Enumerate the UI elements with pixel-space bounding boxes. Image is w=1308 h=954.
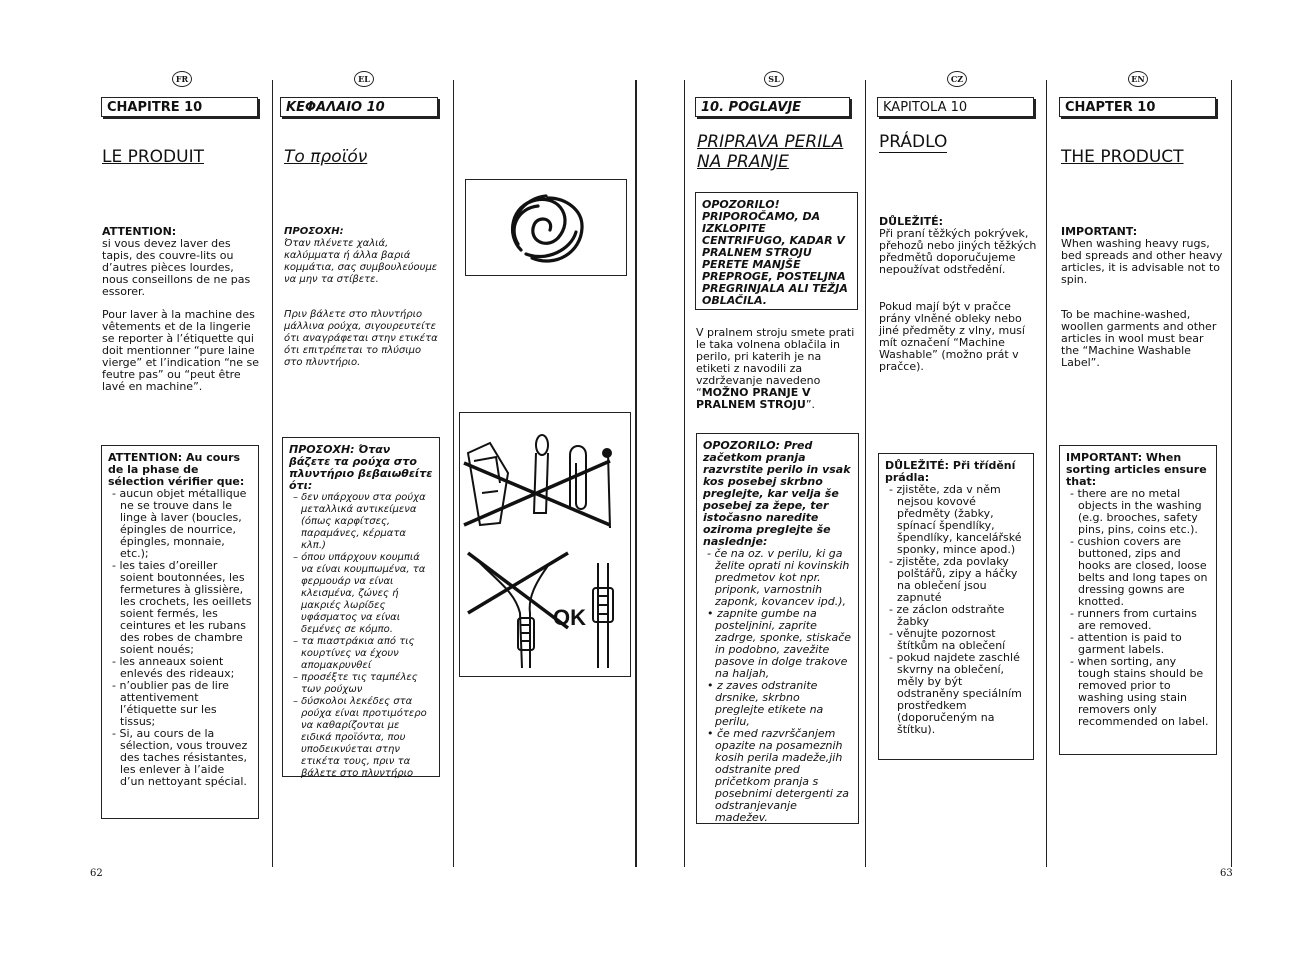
list-item: • zapnite gumbe na posteljnini, zaprite zadrge, sponke, stiskače in podobno, zavežite pasove in dolge trakove na haljah, bbox=[707, 607, 852, 680]
warning-heading-el: ΠΡΟΣΟΧΗ: Όταν βάζετε τα ρούχα στο πλυντήριο βεβαιωθείτε ότι: bbox=[289, 443, 433, 492]
warning-box-en bbox=[1059, 445, 1217, 755]
list-item: - zjistěte, zda v něm nejsou kovové předměty (žabky, spínací špendlíky, špendlíky, kancelářské sponky, mince apod.) bbox=[889, 483, 1022, 556]
page-number-right: 63 bbox=[1220, 868, 1233, 879]
list-item: - runners from curtains are removed. bbox=[1070, 607, 1197, 632]
list-item: – όπου υπάρχουν κουμπιά να είναι κουμπωμένα, τα φερμουάρ να είναι κλεισμένα, ζώνες ή μακριές λωρίδες υφάσματος να είναι δεμένες σε κόμπο. bbox=[293, 552, 426, 635]
warning-box-el bbox=[282, 437, 440, 777]
attention-el bbox=[284, 226, 442, 286]
attention-label-en: IMPORTANT: bbox=[1061, 225, 1138, 238]
warning-heading-fr: ATTENTION: Au cours de la phase de sélection vérifier que: bbox=[108, 451, 245, 488]
warning-box-fr bbox=[101, 445, 259, 819]
attention-en bbox=[1061, 226, 1223, 286]
warning-heading-en: IMPORTANT: When sorting articles ensure that: bbox=[1066, 451, 1207, 488]
attention-label-cz: DŮLEŽITÉ: bbox=[879, 215, 944, 228]
page-divider bbox=[635, 80, 637, 867]
lang-badge-sl: SL bbox=[764, 71, 784, 87]
wool-icon bbox=[466, 180, 626, 275]
attention-text-en: When washing heavy rugs, bed spreads and other heavy articles, it is advisable not to spin. bbox=[1061, 237, 1223, 286]
lang-badge-en: EN bbox=[1128, 71, 1148, 87]
section-title-cz: PRÁDLO bbox=[879, 132, 948, 152]
paragraph-sl-bold: MOŽNO PRANJE V PRALNEM STROJU bbox=[696, 386, 811, 411]
paragraph-sl bbox=[696, 327, 858, 411]
attention-label-el: ΠΡΟΣΟΧΗ: bbox=[284, 226, 344, 237]
list-item: - les taies d’oreiller soient boutonnées, les fermetures à glissière, les crochets, les oeillets soient fermés, les ceintures et les rubans des robes de chambre soient noués; bbox=[112, 559, 252, 656]
paragraph-sl-end: ”. bbox=[805, 398, 816, 411]
warning-box-sl-top: OPOZORILO! PRIPOROČAMO, DA IZKLOPITE CENTRIFUGO, KADAR V PRALNEM STROJU PERETE MANJŠE PREPROGE, POSTELJNA PREGRINJALA ALI TEŽJA OBLAČILA. bbox=[695, 192, 858, 310]
attention-cz bbox=[879, 216, 1041, 276]
list-item: - attention is paid to garment labels. bbox=[1070, 631, 1182, 656]
warning-box-sl bbox=[696, 433, 859, 824]
attention-fr bbox=[102, 226, 262, 298]
column-divider bbox=[1231, 80, 1232, 867]
safety-pin-icon bbox=[534, 435, 548, 513]
list-item: – προσέξτε τις ταμπέλες των ρούχων bbox=[293, 672, 418, 695]
column-divider bbox=[272, 80, 273, 867]
warning-box-cz bbox=[878, 453, 1034, 760]
column-divider bbox=[453, 80, 454, 867]
column-divider bbox=[1046, 80, 1047, 867]
paragraph-cz: Pokud mají být v pračce prány vlněné obleky nebo jiné předměty z vlny, musí mít označení “Machine Washable” (možno prát v pračce). bbox=[879, 300, 1025, 373]
section-title-en: THE PRODUCT bbox=[1061, 147, 1184, 167]
warning-list-en bbox=[1066, 488, 1210, 728]
items-to-remove-illustration bbox=[460, 413, 630, 676]
ok-label: OK bbox=[553, 605, 586, 630]
attention-text-cz: Při praní těžkých pokrývek, přehozů nebo jiných těžkých předmětů doporučujeme nepoužívat odstředění. bbox=[879, 227, 1037, 276]
closed-zipper-icon bbox=[593, 563, 613, 668]
list-item: - zjistěte, zda povlaky polštářů, zipy a háčky na oblečení jsou zapnuté bbox=[889, 555, 1018, 604]
chapter-heading-en: CHAPTER 10 bbox=[1059, 97, 1216, 117]
paragraph-fr: Pour laver à la machine des vêtements et de la lingerie se reporter à l’étiquette qui doit mentionner “pure laine vierge” et l’indication “ne se feutre pas” ou “peut être lavé en machine”. bbox=[102, 308, 259, 393]
list-item: – δύσκολοι λεκέδες στα ρούχα είναι προτιμότερο να καθαρίζονται με ειδικά προϊόντα, που υποδεικνύεται στην ετικέτα τους, πριν τα βάλετε στο πλυντήριο bbox=[293, 696, 427, 779]
wool-symbol-box bbox=[465, 179, 627, 276]
lang-badge-el: EL bbox=[354, 71, 374, 87]
open-zipper-icon bbox=[480, 563, 550, 668]
column-divider bbox=[865, 80, 866, 867]
list-item: - n’oublier pas de lire attentivement l’étiquette sur les tissus; bbox=[112, 679, 229, 728]
chapter-heading-cz: KAPITOLA 10 bbox=[877, 97, 1034, 117]
warning-list-cz bbox=[885, 484, 1027, 736]
warning-list-fr bbox=[108, 488, 252, 788]
list-item: - ze záclon odstraňte žabky bbox=[889, 603, 1005, 628]
warning-heading-sl: OPOZORILO: Pred začetkom pranja razvrstite perilo in vsak kos posebej skrbno preglejte, kar velja še posebej za žepe, ter istočasno naredite oziroma preglejte še naslednje: bbox=[703, 439, 851, 548]
paragraph-el: Πριν βάλετε στο πλυντήριο μάλλινα ρούχα, σιγουρευτείτε ότι αναγράφεται στην ετικέτα ότι επιτρέπεται το πλύσιμο στο πλυντήριο. bbox=[284, 309, 438, 368]
list-item: • z zaves odstranite drsnike, skrbno preglejte etikete na perilu, bbox=[707, 679, 824, 728]
list-item: - les anneaux soient enlevés des rideaux; bbox=[112, 655, 235, 680]
attention-text-fr: si vous devez laver des tapis, des couvre-lits ou d’autres pièces lourdes, nous conseillons de ne pas essorer. bbox=[102, 237, 251, 298]
lang-badge-fr: FR bbox=[172, 71, 192, 87]
warning-list-el bbox=[289, 492, 433, 780]
warning-list-sl bbox=[703, 548, 852, 824]
list-item: - aucun objet métallique ne se trouve dans le linge à laver (boucles, épingles de nourrice, épingles, monnaie, etc.); bbox=[112, 487, 247, 560]
section-title-el: Το προϊόν bbox=[284, 147, 368, 167]
chapter-heading-el: ΚΕΦΑΛΑΙΟ 10 bbox=[280, 97, 438, 117]
list-item: - when sorting, any tough stains should be removed prior to washing using stain removers only recommended on label. bbox=[1070, 655, 1209, 728]
list-item: - če na oz. v perilu, ki ga želite oprati ni kovinskih predmetov kot npr. priponk, varnostnih zaponk, kovancev ipd.), bbox=[707, 547, 850, 608]
list-item: • če med razvrščanjem opazite na posameznih kosih perila madeže,jih odstranite pred pričetkom pranja s posebnimi detergenti za odstranjevanje madežev. bbox=[707, 727, 849, 824]
paragraph-sl-text: V pralnem stroju smete prati le taka volnena oblačila in perilo, pri katerih je na etiketi z navodili za vzdrževanje navedeno “ bbox=[696, 326, 855, 399]
warning-heading-cz: DŮLEŽITÉ: Při třídění prádla: bbox=[885, 459, 1016, 484]
chapter-heading-sl: 10. POGLAVJE bbox=[695, 97, 850, 117]
list-item: - there are no metal objects in the washing (e.g. brooches, safety pins, pins, coins etc.). bbox=[1070, 487, 1202, 536]
page-number-left: 62 bbox=[90, 868, 103, 879]
list-item: - cushion covers are buttoned, zips and hooks are closed, loose belts and long tapes on dressing gowns are knotted. bbox=[1070, 535, 1208, 608]
attention-text-el: Όταν πλένετε χαλιά, καλύμματα ή άλλα βαριά κομμάτια, σας συμβουλεύουμε να μην τα στίβετε. bbox=[284, 238, 438, 285]
column-divider bbox=[684, 80, 685, 867]
preparation-illustration bbox=[459, 412, 631, 677]
paragraph-en: To be machine-washed, woollen garments and other articles in wool must bear the “Machine Washable Label”. bbox=[1061, 308, 1217, 369]
lang-badge-cz: CZ bbox=[947, 71, 967, 87]
list-item: - věnujte pozornost štítkům na oblečení bbox=[889, 627, 1006, 652]
list-item: – δεν υπάρχουν στα ρούχα μεταλλικά αντικείμενα (όπως καρφίτσες, παραμάνες, κέρματα κλπ.) bbox=[293, 492, 426, 551]
attention-label-fr: ATTENTION: bbox=[102, 225, 177, 238]
chapter-heading-fr: CHAPITRE 10 bbox=[101, 97, 258, 117]
list-item: – τα πιαστράκια από τις κουρτίνες να έχουν απομακρυνθεί bbox=[293, 636, 415, 671]
list-item: - Si, au cours de la sélection, vous trouvez des taches résistantes, les enlever à l’aide d’un nettoyant spécial. bbox=[112, 727, 248, 788]
section-title-fr: LE PRODUIT bbox=[102, 147, 204, 167]
section-title-sl: PRIPRAVA PERILA NA PRANJE bbox=[697, 132, 844, 172]
list-item: - pokud najdete zaschlé skvrny na oblečení, měly by být odstraněny speciálním prostředkem (doporučeným na štítku). bbox=[889, 651, 1022, 736]
